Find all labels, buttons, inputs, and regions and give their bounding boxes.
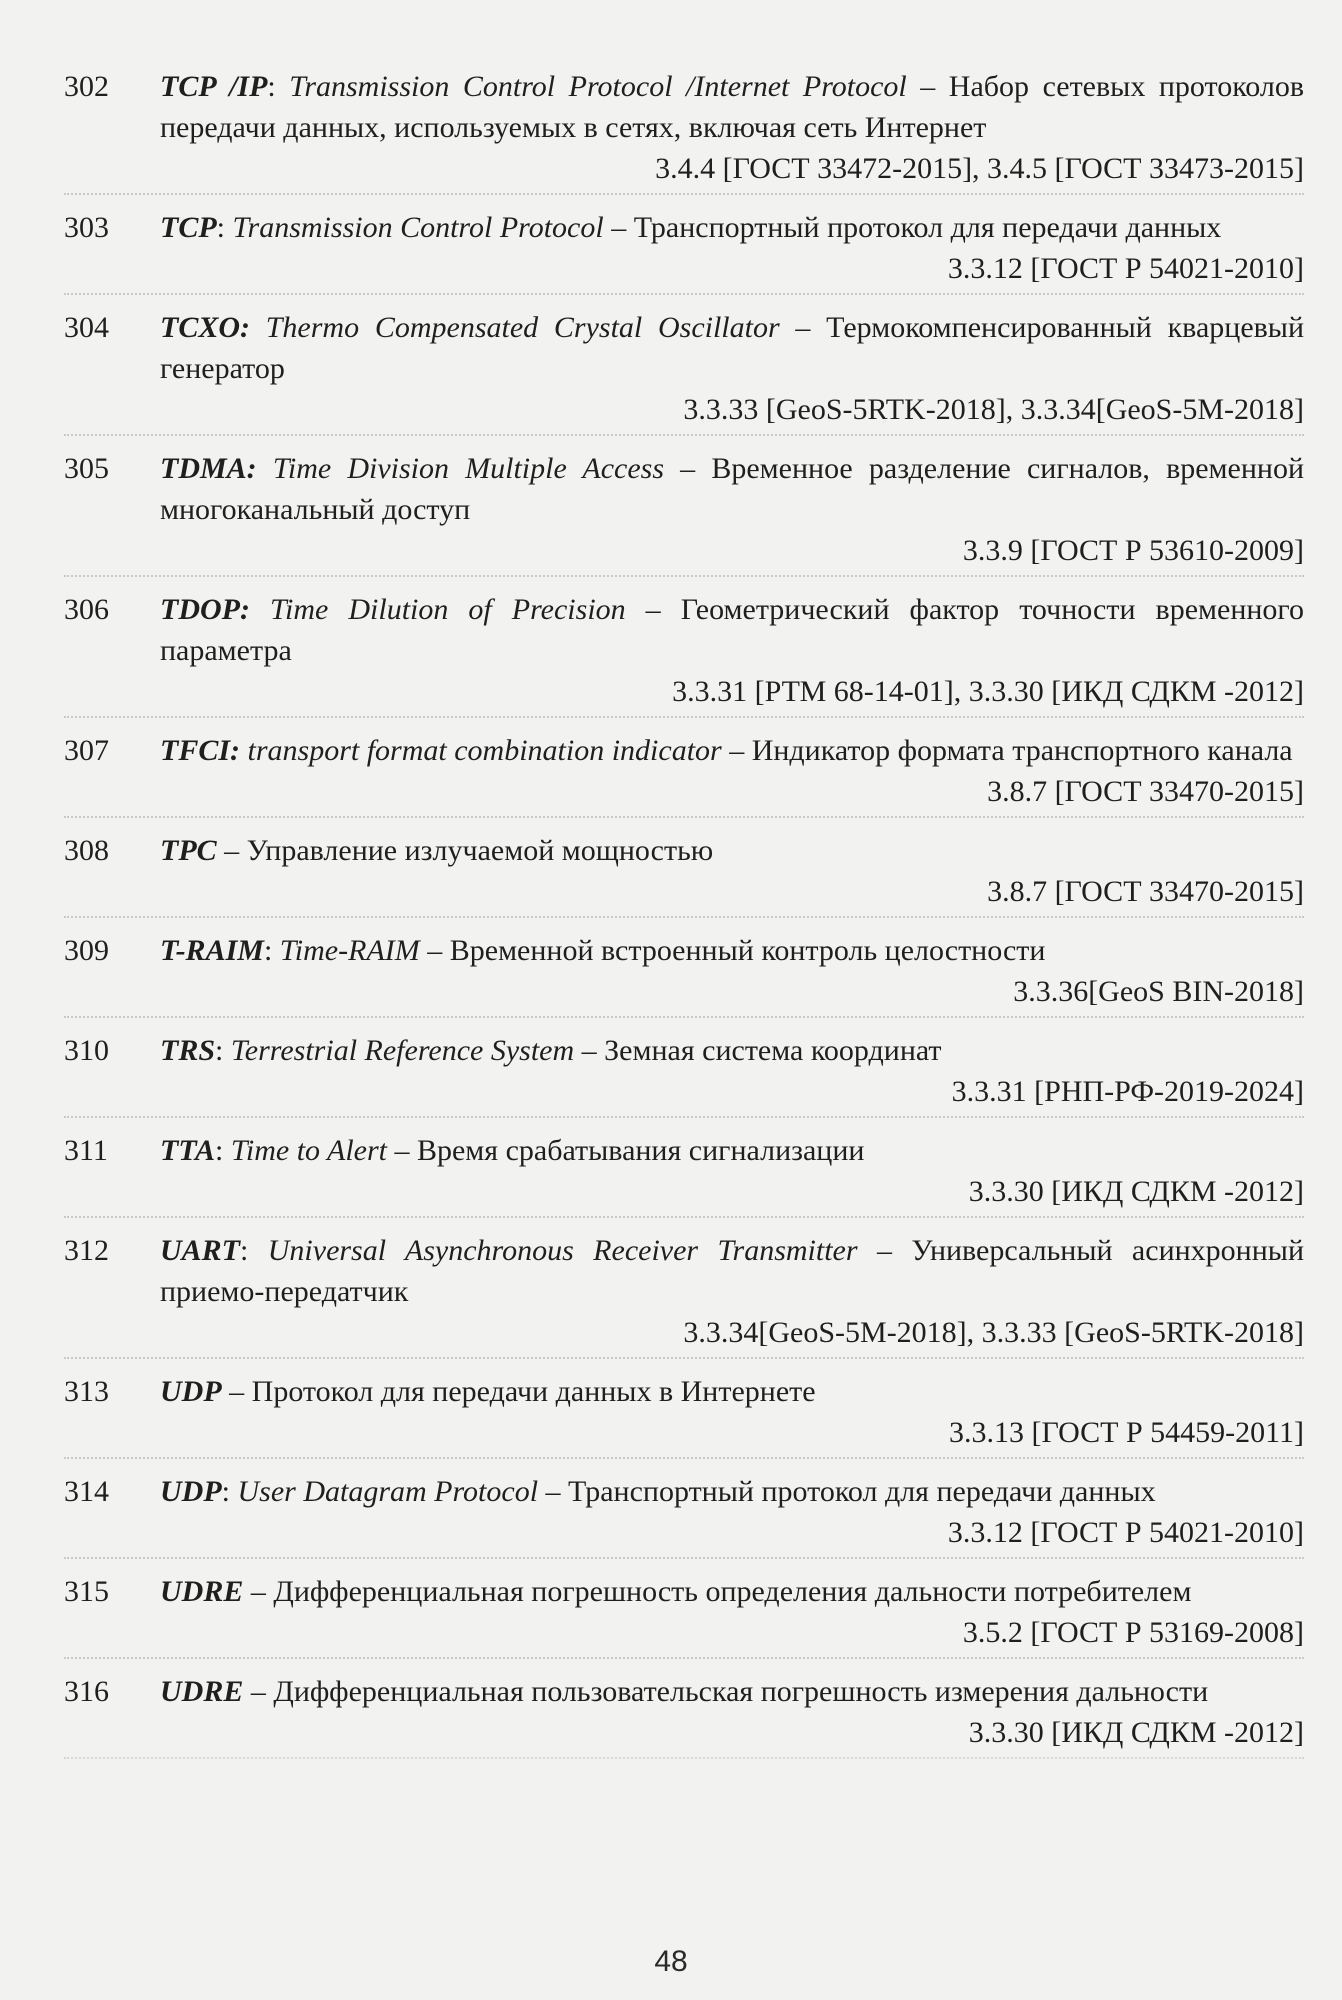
- entry-separator: :: [263, 934, 280, 967]
- entry-number: 303: [64, 211, 109, 244]
- glossary-entry: [64, 1224, 1304, 1359]
- entry-number: 314: [64, 1475, 109, 1508]
- entry-text: [160, 1030, 1304, 1071]
- glossary-entry: [64, 1565, 1304, 1659]
- entry-definition: – Геометрический фактор точности временного параметра: [160, 593, 1304, 667]
- entry-definition: – Земная система координат: [574, 1034, 942, 1067]
- entry-text: [160, 448, 1304, 530]
- glossary-entry: [64, 1665, 1304, 1759]
- entry-abbreviation: TRS: [160, 1034, 216, 1067]
- glossary-entry: [64, 1124, 1304, 1218]
- entry-definition: – Дифференциальная пользовательская погрешность измерения дальности: [243, 1675, 1209, 1708]
- entry-reference: 3.8.7 [ГОСТ 33470-2015]: [987, 875, 1304, 908]
- glossary-entry: [64, 724, 1304, 818]
- entry-abbreviation: TCP: [160, 211, 217, 244]
- glossary-entry: [64, 201, 1304, 295]
- entry-text: [160, 830, 1304, 871]
- entry-number: 310: [64, 1034, 109, 1067]
- entry-abbreviation: TPC: [160, 834, 217, 867]
- glossary-entry: [64, 1024, 1304, 1118]
- entry-full-term: Terrestrial Reference System: [230, 1034, 575, 1067]
- entry-number: 316: [64, 1675, 109, 1708]
- entry-separator: [250, 311, 266, 344]
- entry-reference: 3.3.31 [РНП-РФ-2019-2024]: [951, 1075, 1304, 1108]
- entry-number: 312: [64, 1234, 109, 1267]
- entry-text: [160, 207, 1304, 248]
- entry-number: 302: [64, 70, 109, 103]
- entry-abbreviation: UDRE: [160, 1575, 244, 1608]
- entry-number: 305: [64, 452, 109, 485]
- entry-reference: 3.3.30 [ИКД СДКМ -2012]: [968, 1716, 1304, 1749]
- entry-text: [160, 1371, 1304, 1412]
- entry-full-term: Time-RAIM: [279, 934, 420, 967]
- entry-definition: – Набор сетевых протоколов передачи данных, используемых в сетях, включая сеть Интернет: [160, 70, 1305, 144]
- entry-reference: 3.3.13 [ГОСТ Р 54459-2011]: [948, 1416, 1304, 1449]
- entry-separator: :: [240, 1234, 268, 1267]
- entry-separator: :: [215, 1034, 231, 1067]
- entry-separator: :: [267, 70, 290, 103]
- entry-full-term: Time Dilution of Precision: [270, 593, 626, 626]
- entry-abbreviation: UART: [160, 1234, 241, 1267]
- entry-reference: 3.3.12 [ГОСТ Р 54021-2010]: [947, 1516, 1304, 1549]
- entry-abbreviation: TDOP:: [160, 593, 250, 626]
- entry-number: 306: [64, 593, 109, 626]
- entry-text: [160, 730, 1304, 771]
- entry-definition: – Временной встроенный контроль целостности: [419, 934, 1046, 967]
- entry-number: 309: [64, 934, 109, 967]
- entry-abbreviation: TCP /IP: [160, 70, 268, 103]
- entry-abbreviation: TCXO:: [160, 311, 250, 344]
- glossary-list: [64, 60, 1304, 1765]
- entry-reference: 3.8.7 [ГОСТ 33470-2015]: [987, 775, 1304, 808]
- entry-reference: 3.3.30 [ИКД СДКМ -2012]: [968, 1175, 1304, 1208]
- glossary-entry: [64, 824, 1304, 918]
- entry-full-term: Time Division Multiple Access: [272, 452, 665, 485]
- entry-text: [160, 66, 1304, 148]
- glossary-entry: [64, 60, 1304, 195]
- entry-number: 308: [64, 834, 109, 867]
- entry-text: [160, 930, 1304, 971]
- entry-text: [160, 589, 1304, 671]
- entry-definition: – Транспортный протокол для передачи данных: [538, 1475, 1156, 1508]
- entry-text: [160, 1230, 1304, 1312]
- entry-abbreviation: TDMA:: [160, 452, 257, 485]
- entry-abbreviation: T-RAIM: [160, 934, 264, 967]
- entry-separator: :: [216, 211, 233, 244]
- glossary-entry: [64, 1465, 1304, 1559]
- entry-abbreviation: TFCI:: [160, 734, 241, 767]
- entry-definition: – Дифференциальная погрешность определения дальности потребителем: [243, 1575, 1192, 1608]
- glossary-entry: [64, 1365, 1304, 1459]
- entry-reference: 3.4.4 [ГОСТ 33472-2015], 3.4.5 [ГОСТ 33473-2015]: [655, 152, 1304, 185]
- entry-reference: 3.3.36[GeoS BIN-2018]: [1013, 975, 1304, 1008]
- entry-reference: 3.3.12 [ГОСТ Р 54021-2010]: [947, 252, 1304, 285]
- entry-full-term: transport format combination indicator: [247, 734, 722, 767]
- entry-text: [160, 1471, 1304, 1512]
- entry-definition: – Универсальный асинхронный приемо-передатчик: [160, 1234, 1304, 1308]
- entry-full-term: Time to Alert: [230, 1134, 387, 1167]
- entry-full-term: Transmission Control Protocol: [232, 211, 604, 244]
- entry-separator: [257, 452, 273, 485]
- glossary-entry: [64, 442, 1304, 577]
- entry-full-term: Universal Asynchronous Receiver Transmitter: [267, 1234, 858, 1267]
- entry-definition: – Термокомпенсированный кварцевый генератор: [160, 311, 1305, 385]
- entry-number: 315: [64, 1575, 109, 1608]
- entry-reference: 3.3.31 [РТМ 68-14-01], 3.3.30 [ИКД СДКМ -2012]: [672, 675, 1304, 708]
- entry-number: 313: [64, 1375, 109, 1408]
- glossary-entry: [64, 583, 1304, 718]
- entry-abbreviation: UDP: [160, 1375, 222, 1408]
- entry-reference: 3.3.9 [ГОСТ Р 53610-2009]: [962, 534, 1304, 567]
- entry-separator: :: [215, 1134, 231, 1167]
- entry-reference: 3.5.2 [ГОСТ Р 53169-2008]: [962, 1616, 1304, 1649]
- glossary-entry: [64, 924, 1304, 1018]
- entry-text: [160, 1130, 1304, 1171]
- entry-full-term: Thermo Compensated Crystal Oscillator: [265, 311, 780, 344]
- entry-abbreviation: UDP: [160, 1475, 222, 1508]
- entry-full-term: User Datagram Protocol: [237, 1475, 539, 1508]
- entry-separator: [240, 734, 248, 767]
- entry-text: [160, 1671, 1304, 1712]
- entry-separator: [250, 593, 270, 626]
- entry-separator: :: [221, 1475, 238, 1508]
- entry-reference: 3.3.33 [GeoS-5RTK-2018], 3.3.34[GeoS-5M-2018]: [683, 393, 1304, 426]
- entry-definition: – Протокол для передачи данных в Интернете: [221, 1375, 816, 1408]
- entry-text: [160, 307, 1304, 389]
- entry-abbreviation: UDRE: [160, 1675, 244, 1708]
- entry-abbreviation: TTA: [160, 1134, 216, 1167]
- entry-definition: – Время срабатывания сигнализации: [386, 1134, 865, 1167]
- entry-reference: 3.3.34[GeoS-5M-2018], 3.3.33 [GeoS-5RTK-2018]: [683, 1316, 1304, 1349]
- entry-definition: – Индикатор формата транспортного канала: [721, 734, 1293, 767]
- entry-definition: – Транспортный протокол для передачи данных: [603, 211, 1222, 244]
- entry-number: 307: [64, 734, 109, 767]
- page-number: 48: [654, 1945, 688, 1978]
- entry-definition: – Временное разделение сигналов, временной многоканальный доступ: [160, 452, 1305, 526]
- entry-definition: – Управление излучаемой мощностью: [216, 834, 714, 867]
- entry-text: [160, 1571, 1304, 1612]
- entry-full-term: Transmission Control Protocol /Internet Protocol: [289, 70, 907, 103]
- glossary-entry: [64, 301, 1304, 436]
- entry-number: 304: [64, 311, 109, 344]
- entry-number: 311: [64, 1134, 108, 1167]
